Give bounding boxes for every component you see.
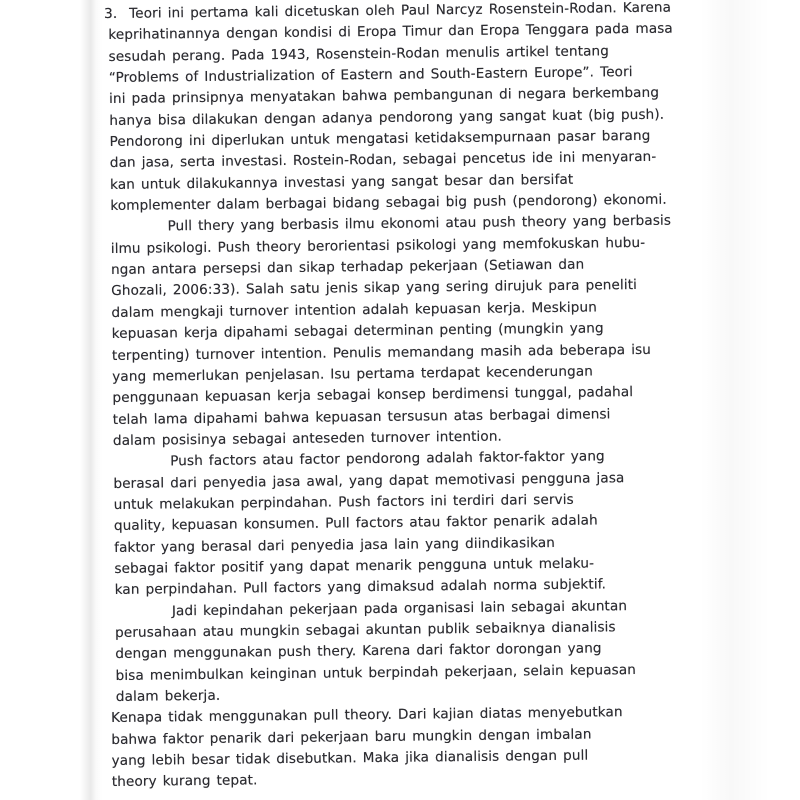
paragraph xyxy=(104,0,722,217)
list-number: 3. xyxy=(104,5,118,23)
handwritten-line: Ghozali, 2006:33). Salah satu jenis sikap yang sering dirujuk para peneliti xyxy=(111,277,638,300)
handwritten-line: ngan antara persepsi dan sikap terhadap pekerjaan (Setiawan dan xyxy=(110,256,585,279)
handwritten-text-block xyxy=(104,0,729,794)
handwritten-line: keprihatinannya dengan kondisi di Eropa Timur dan Eropa Tenggara pada masa xyxy=(108,20,673,44)
handwritten-line: dan jasa, serta investasi. Rostein-Rodan, sebagai pencetus ide ini menyaran- xyxy=(109,149,657,172)
handwritten-line: yang memerlukan penjelasan. Isu pertama terdapat kecenderungan xyxy=(112,363,594,385)
handwritten-line: “Problems of Industrialization of Eastern and South-Eastern Europe”. Teori xyxy=(108,64,633,87)
handwritten-line: sesudah perang. Pada 1943, Rosenstein-Rodan menulis artikel tentang xyxy=(108,43,610,65)
handwritten-line: faktor yang berasal dari penyedia jasa lain yang diindikasikan xyxy=(114,534,556,556)
handwritten-line: kan perpindahan. Pull factors yang dimaksud adalah norma subjektif. xyxy=(114,576,607,599)
handwritten-line: quality, kepuasan konsumen. Pull factors atau faktor penarik adalah xyxy=(113,512,598,535)
handwritten-line: perusahaan atau mungkin sebagai akuntan publik sebaiknya dianalisis xyxy=(115,619,616,641)
paragraph xyxy=(110,210,725,452)
handwritten-line: yang lebih besar tidak disebutkan. Maka jika dianalisis dengan pull xyxy=(111,747,589,770)
handwritten-line: Kenapa tidak menggunakan pull theory. Dari kajian diatas menyebutkan xyxy=(111,704,623,727)
handwritten-line: Jadi kepindahan pekerjaan pada organisasi lain sebagai akuntan xyxy=(171,597,628,619)
handwritten-line: dalam bekerja. xyxy=(115,687,221,705)
handwritten-line: ilmu psikologi. Push theory berorientasi psikologi yang memfokuskan hubu- xyxy=(110,234,646,257)
handwritten-line: kan untuk dilakukannya investasi yang sangat besar dan bersifat xyxy=(109,171,574,193)
paragraph xyxy=(115,595,728,709)
handwritten-line: untuk melakukan perpindahan. Push factors ini terdiri dari servis xyxy=(113,491,574,513)
handwritten-line: theory kurang tepat. xyxy=(111,772,258,791)
handwritten-line: dalam posisinya sebagai anteseden turnover intention. xyxy=(112,428,503,449)
handwritten-line: dengan menggunakan push thery. Karena dari faktor dorongan yang xyxy=(115,640,602,663)
paper-left-edge-shadow xyxy=(80,0,102,800)
handwritten-line: berasal dari penyedia jasa awal, yang dapat memotivasi pengguna jasa xyxy=(113,469,625,492)
handwritten-line: bisa menimbulkan keinginan untuk berpindah pekerjaan, selain kepuasan xyxy=(115,661,637,684)
paragraph xyxy=(113,445,727,601)
handwritten-line: penggunaan kepuasan kerja sebagai konsep berdimensi tunggal, padahal xyxy=(112,384,634,407)
handwritten-line: hanya bisa dilakukan dengan adanya pendorong yang sangat kuat (big push). xyxy=(109,106,665,129)
handwritten-line: Pendorong ini diperlukan untuk mengatasi ketidaksempurnaan pasar barang xyxy=(109,127,651,151)
handwritten-line: kepuasan kerja dipahami sebagai determinan penting (mungkin yang xyxy=(111,320,604,343)
handwritten-line: terpenting) turnover intention. Penulis memandang masih ada beberapa isu xyxy=(111,341,652,364)
paragraph xyxy=(111,701,729,793)
handwritten-line: Pull thery yang berbasis ilmu ekonomi atau push theory yang berbasis xyxy=(167,213,672,235)
handwritten-line: komplementer dalam berbagai bidang sebagai big push (pendorong) ekonomi. xyxy=(110,191,667,215)
handwritten-line: ini pada prinsipnya menyatakan bahwa pembangunan di negara berkembang xyxy=(108,85,660,108)
handwritten-line: bahwa faktor penarik dari pekerjaan baru mungkin dengan imbalan xyxy=(111,726,592,748)
line-text: Teori ini pertama kali dicetuskan oleh Paul Narcyz Rosenstein-Rodan. Karena xyxy=(129,0,672,22)
handwritten-line: telah lama dipahami bahwa kepuasan tersusun atas berbagai dimensi xyxy=(112,405,611,428)
handwritten-line: sebagai faktor positif yang dapat menarik pengguna untuk melaku- xyxy=(114,555,595,577)
handwritten-line: dalam mengkaji turnover intention adalah kepuasan kerja. Meskipun xyxy=(111,299,597,321)
handwritten-line: Push factors atau factor pendorong adalah faktor-faktor yang xyxy=(170,448,605,470)
